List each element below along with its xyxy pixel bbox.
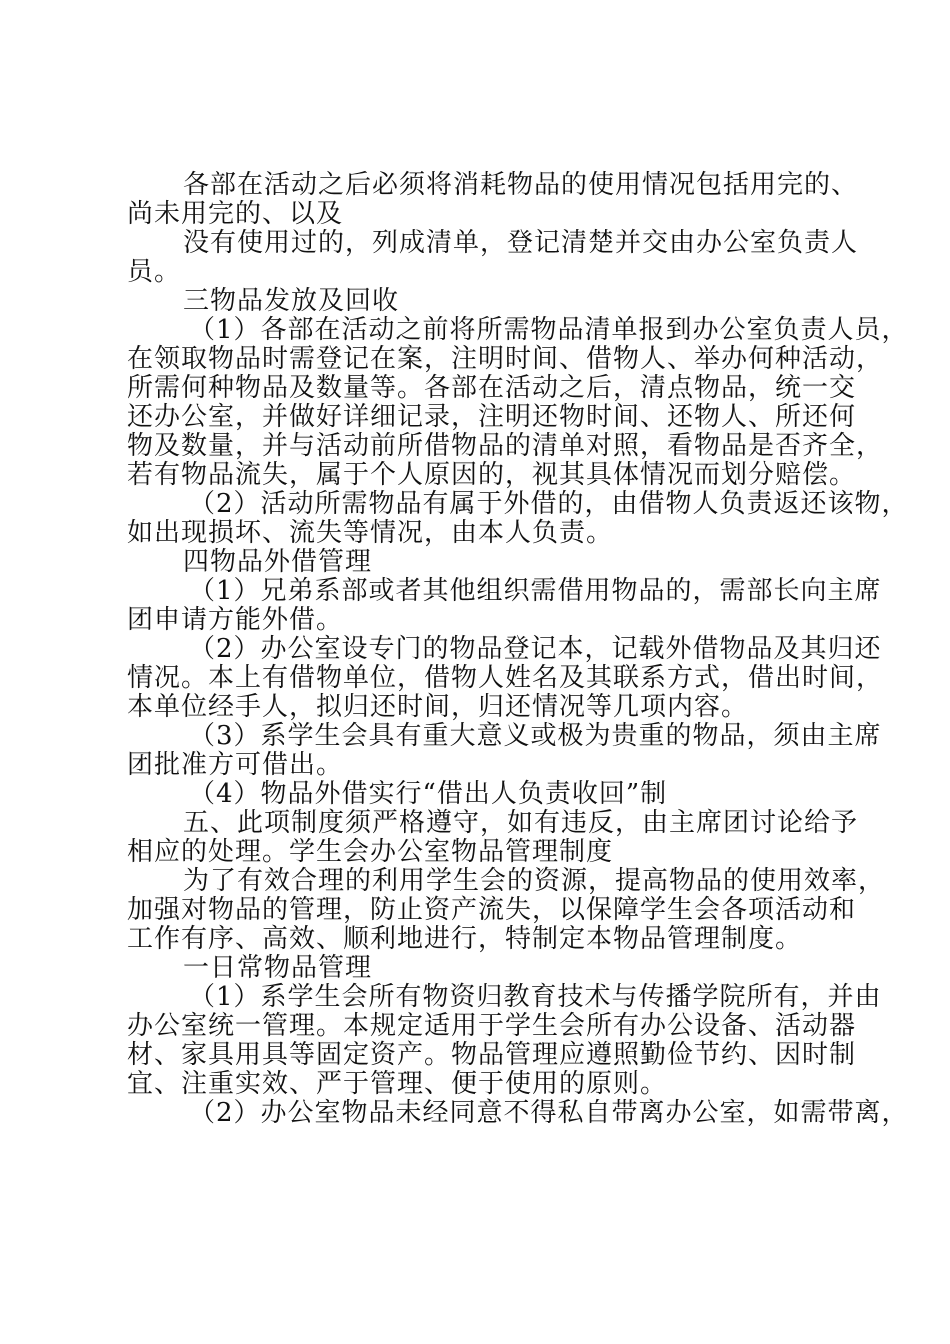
paragraph-line: 所需何种物品及数量等。各部在活动之后，清点物品，统一交 (127, 373, 857, 403)
paragraph-line: 团批准方可借出。 (127, 750, 344, 780)
paragraph-line: （2）办公室设专门的物品登记本，记载外借物品及其归还 (189, 634, 882, 664)
paragraph-line: 宜、注重实效、严于管理、便于使用的原则。 (127, 1069, 668, 1099)
paragraph-line: 没有使用过的，列成清单，登记清楚并交由办公室负责人 (183, 228, 859, 258)
paragraph-line: 材、家具用具等固定资产。物品管理应遵照勤俭节约、因时制 (127, 1040, 857, 1070)
paragraph-line: 在领取物品时需登记在案，注明时间、借物人、举办何种活动， (127, 344, 884, 374)
paragraph-line: （4）物品外借实行“借出人负责收回”制 (189, 779, 668, 809)
paragraph-line: 为了有效合理的利用学生会的资源，提高物品的使用效率， (183, 866, 886, 896)
section-heading: 三物品发放及回收 (183, 286, 400, 316)
paragraph-line: （1）兄弟系部或者其他组织需借用物品的，需部长向主席 (189, 576, 882, 606)
paragraph-line: 还办公室，并做好详细记录，注明还物时间、还物人、所还何 (127, 402, 857, 432)
paragraph-line: 工作有序、高效、顺利地进行，特制定本物品管理制度。 (127, 924, 803, 954)
paragraph-line: （3）系学生会具有重大意义或极为贵重的物品，须由主席 (189, 721, 882, 751)
paragraph-line: （2）活动所需物品有属于外借的，由借物人负责返还该物， (189, 489, 909, 519)
paragraph-line: 员。 (127, 257, 182, 287)
paragraph-line: 如出现损坏、流失等情况，由本人负责。 (127, 518, 614, 548)
paragraph-line: （1）系学生会所有物资归教育技术与传播学院所有，并由 (189, 982, 882, 1012)
paragraph-line: 尚未用完的、以及 (127, 199, 344, 229)
paragraph-line: （1）各部在活动之前将所需物品清单报到办公室负责人员， (189, 315, 909, 345)
paragraph-line: 本单位经手人，拟归还时间，归还情况等几项内容。 (127, 692, 749, 722)
paragraph-line: 团申请方能外借。 (127, 605, 344, 635)
paragraph-line: 情况。本上有借物单位，借物人姓名及其联系方式，借出时间， (127, 663, 884, 693)
paragraph-line: 办公室统一管理。本规定适用于学生会所有办公设备、活动器 (127, 1011, 857, 1041)
paragraph-line: 物及数量，并与活动前所借物品的清单对照，看物品是否齐全， (127, 431, 884, 461)
paragraph-line: 各部在活动之后必须将消耗物品的使用情况包括用完的、 (183, 170, 859, 200)
paragraph-line: 五、此项制度须严格遵守，如有违反，由主席团讨论给予 (183, 808, 859, 838)
section-heading: 四物品外借管理 (183, 547, 373, 577)
section-heading: 一日常物品管理 (183, 953, 373, 983)
paragraph-line: （2）办公室物品未经同意不得私自带离办公室，如需带离， (189, 1098, 909, 1128)
paragraph-line: 相应的处理。学生会办公室物品管理制度 (127, 837, 614, 867)
paragraph-line: 若有物品流失，属于个人原因的，视其具体情况而划分赔偿。 (127, 460, 857, 490)
document-body (127, 170, 909, 1128)
paragraph-line: 加强对物品的管理，防止资产流失，以保障学生会各项活动和 (127, 895, 857, 925)
